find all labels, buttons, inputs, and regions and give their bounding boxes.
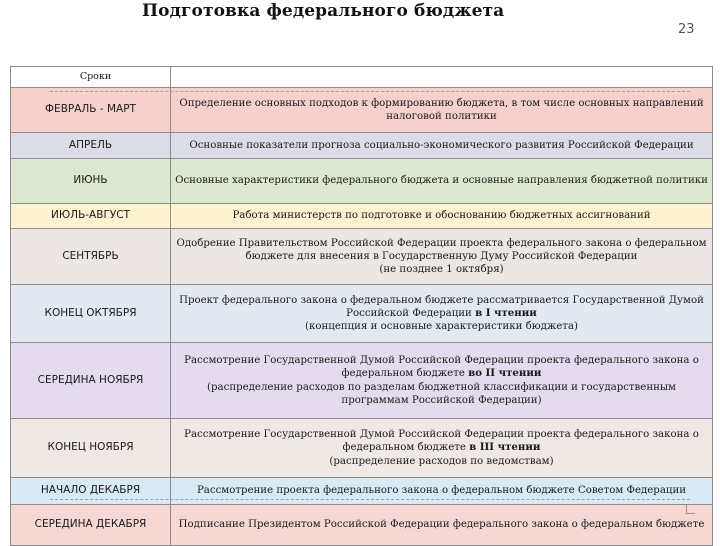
table-row xyxy=(11,478,713,505)
table-row xyxy=(11,419,713,478)
description-cell xyxy=(171,88,713,133)
period-cell: АПРЕЛЬ xyxy=(11,133,171,159)
description-cell xyxy=(171,159,713,204)
table-row xyxy=(11,343,713,419)
description-note: (распределение расходов по разделам бюджетной классификации и государственным программам Российской Федерации) xyxy=(207,381,676,406)
header-period-cell xyxy=(11,67,171,88)
table-row xyxy=(11,204,713,229)
description-cell xyxy=(171,419,713,478)
period-cell: ИЮЛЬ-АВГУСТ xyxy=(11,204,171,229)
reading-stage: во II чтении xyxy=(468,367,542,380)
description-text: Рассмотрение Государственной Думой Российской Федерации проекта федерального закона о федеральном бюджете xyxy=(184,429,699,454)
description-text: Основные характеристики федерального бюджета и основные направления бюджетной политики xyxy=(175,175,708,187)
period-cell: ФЕВРАЛЬ - МАРТ xyxy=(11,88,171,133)
description-note: (концепция и основные характеристики бюджета) xyxy=(305,321,578,333)
description-text: Подписание Президентом Российской Федерации федерального закона о федеральном бюджете xyxy=(178,519,705,531)
header-desc-cell xyxy=(171,67,713,88)
description-cell xyxy=(171,133,713,159)
table-row xyxy=(11,133,713,159)
description-cell xyxy=(171,478,713,505)
table-row xyxy=(11,285,713,343)
description-text: Проект федерального закона о федеральном бюджете рассматривается Государственной Думой Российской Федерации xyxy=(179,294,704,319)
description-note: (распределение расходов по ведомствам) xyxy=(329,455,554,467)
table-row xyxy=(11,159,713,204)
description-text: Определение основных подходов к формированию бюджета, в том числе основных направлений налоговой политики xyxy=(179,97,704,122)
period-cell: КОНЕЦ ОКТЯБРЯ xyxy=(11,285,171,343)
reading-stage: в I чтении xyxy=(475,306,537,319)
description-cell xyxy=(171,229,713,285)
description-cell xyxy=(171,505,713,546)
page-number: 23 xyxy=(678,22,695,37)
period-cell: НАЧАЛО ДЕКАБРЯ xyxy=(11,478,171,505)
description-text: Рассмотрение проекта федерального закона о федеральном бюджете Советом Федерации xyxy=(196,485,687,497)
table-row xyxy=(11,88,713,133)
description-text: Работа министерств по подготовке и обоснованию бюджетных ассигнований xyxy=(232,210,651,222)
description-text: Рассмотрение Государственной Думой Российской Федерации проекта федерального закона о федеральном бюджете xyxy=(184,355,699,380)
header-period-label: Сроки xyxy=(79,70,112,82)
period-cell: СЕРЕДИНА ДЕКАБРЯ xyxy=(11,505,171,546)
description-cell xyxy=(171,343,713,419)
budget-timeline-table xyxy=(10,66,713,546)
description-text: Основные показатели прогноза социально-экономического развития Российской Федерации xyxy=(189,139,694,151)
description-cell xyxy=(171,285,713,343)
table-header-row xyxy=(11,67,713,88)
description-cell xyxy=(171,204,713,229)
description-note: (не позднее 1 октября) xyxy=(379,264,504,276)
table-row xyxy=(11,229,713,285)
description-text: Одобрение Правительством Российской Федерации проекта федерального закона о федеральном бюджете для внесения в Государственную Думу Российской Федерации xyxy=(176,237,707,262)
period-cell: КОНЕЦ НОЯБРЯ xyxy=(11,419,171,478)
period-cell: СЕНТЯБРЬ xyxy=(11,229,171,285)
period-cell: ИЮНЬ xyxy=(11,159,171,204)
page-title: Подготовка федерального бюджета xyxy=(142,1,505,21)
period-cell: СЕРЕДИНА НОЯБРЯ xyxy=(11,343,171,419)
table-row xyxy=(11,505,713,546)
reading-stage: в III чтении xyxy=(469,441,541,454)
corner-mark xyxy=(686,505,695,514)
